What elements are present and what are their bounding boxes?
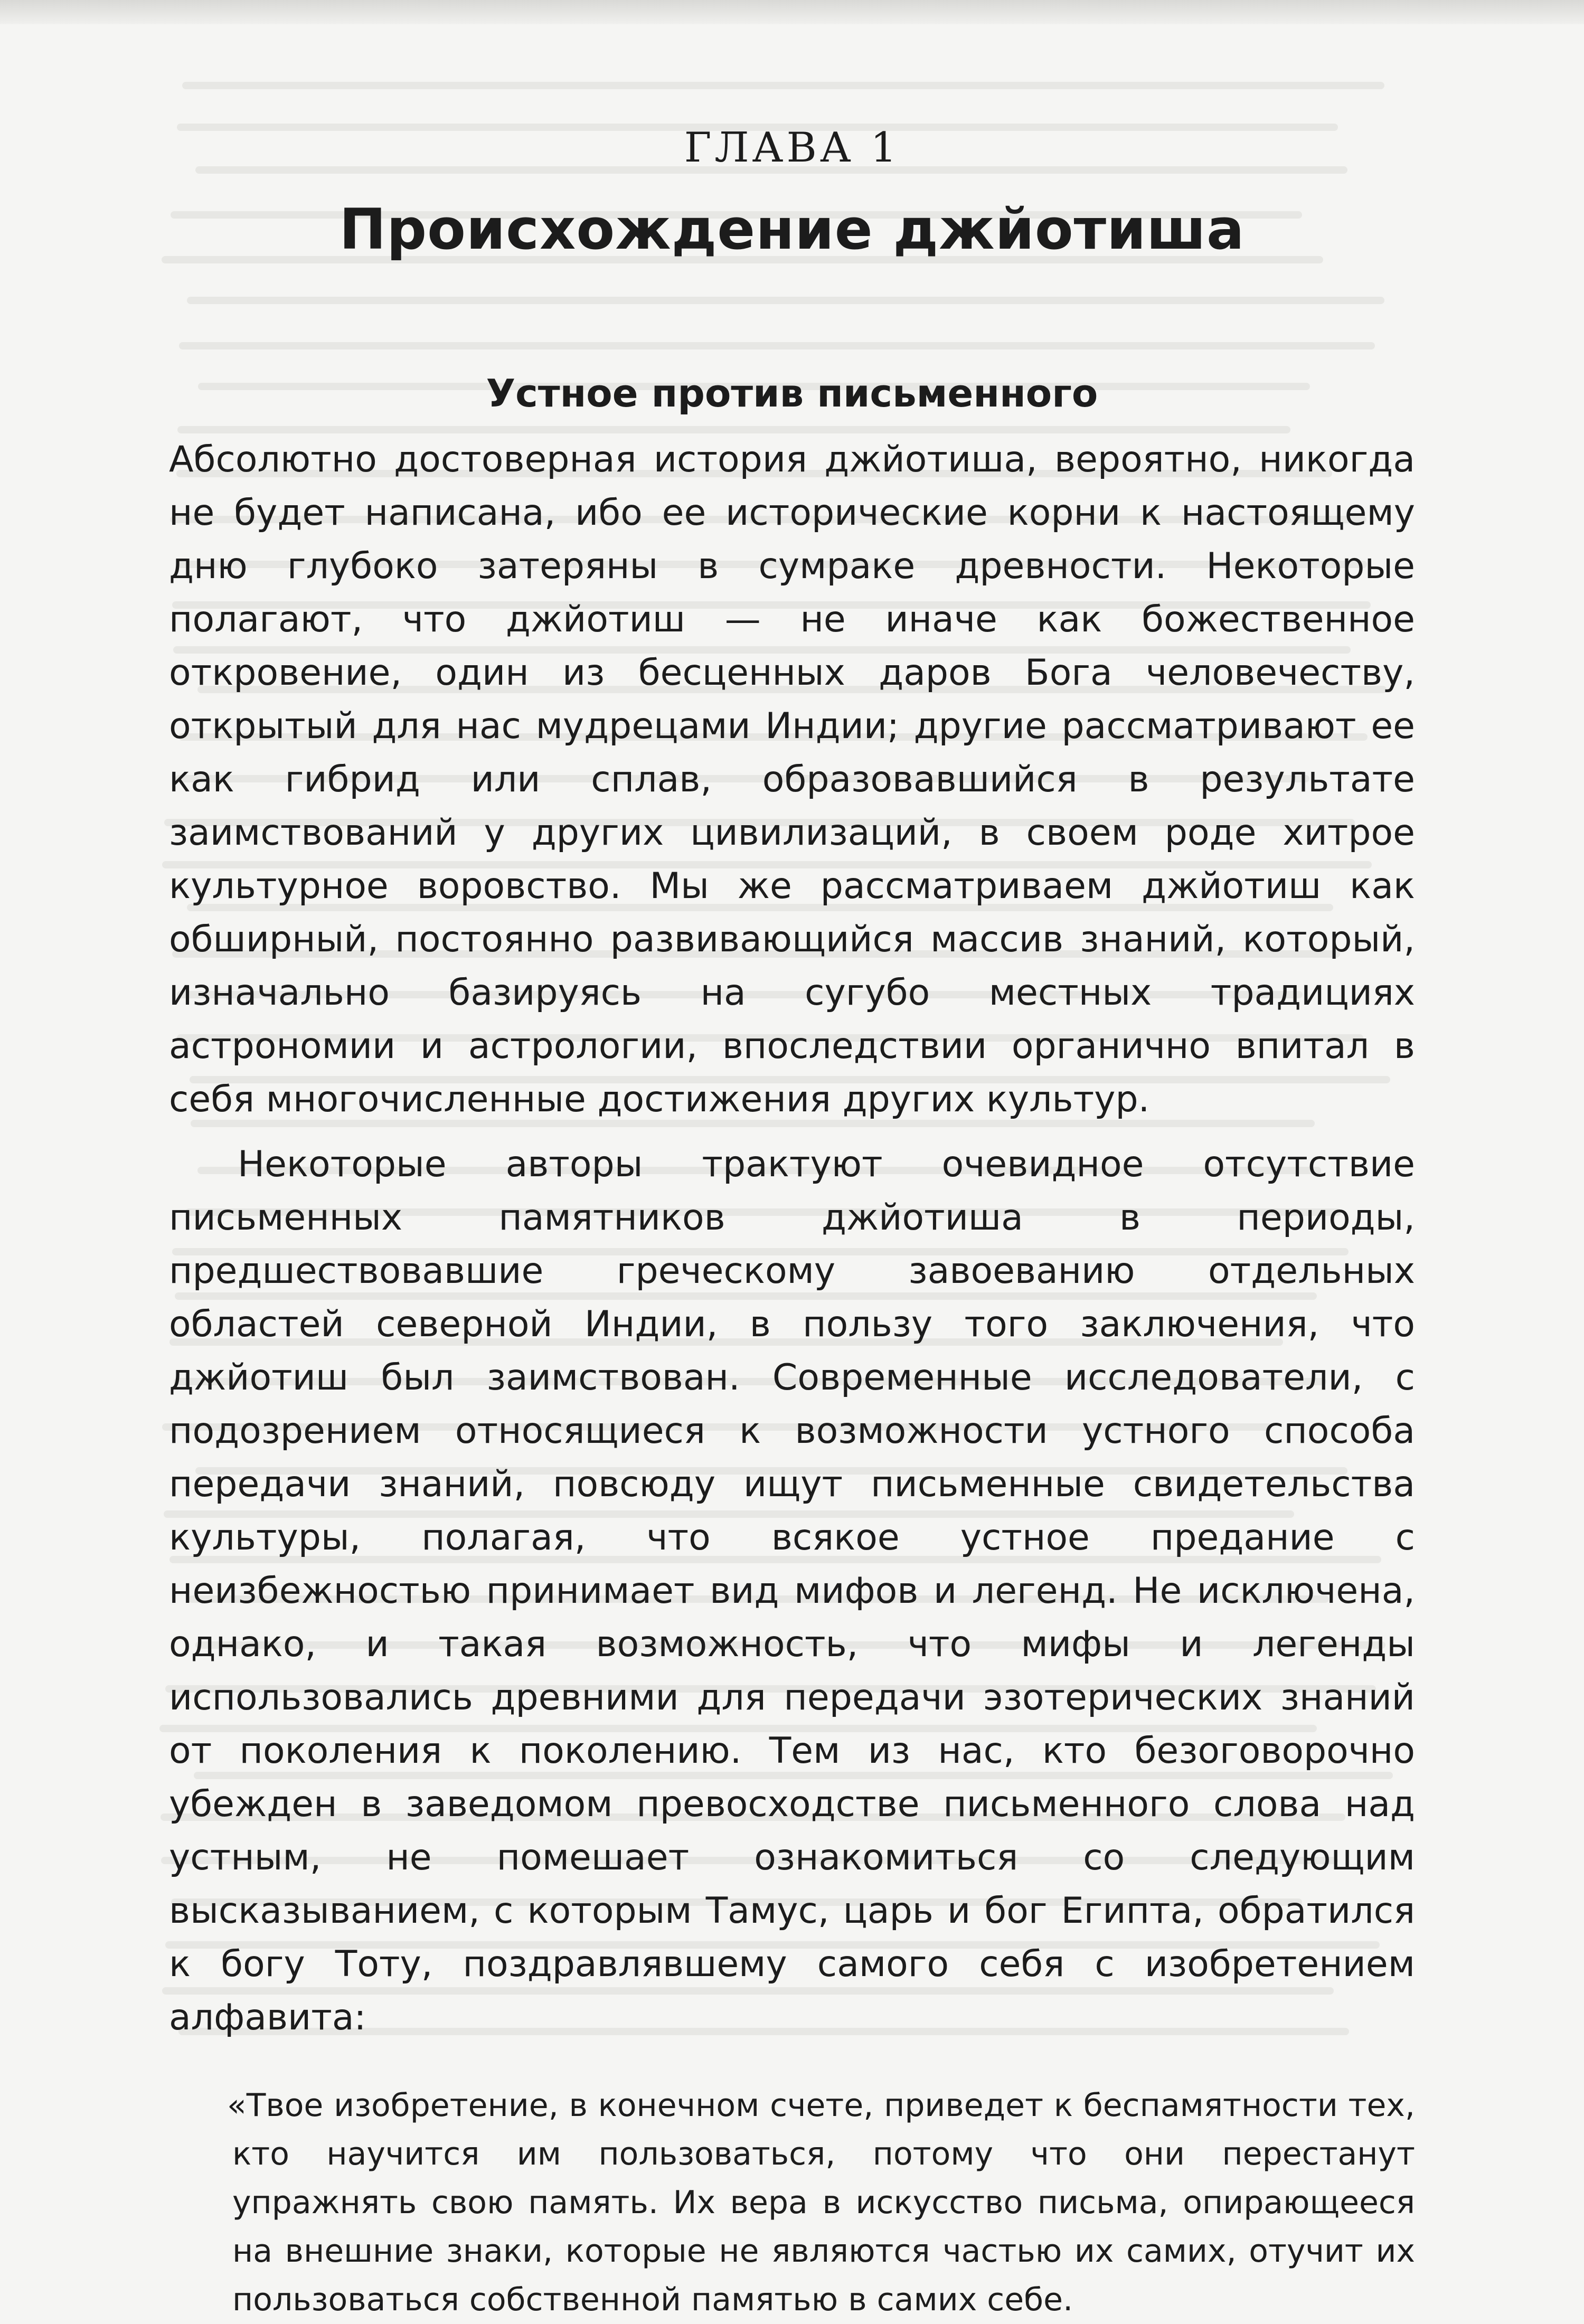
book-page xyxy=(169,121,1415,2324)
section-title: Устное против письменного xyxy=(486,371,1098,415)
block-quote: «Твое изобретение, в конечном счете, приведет к беспамятности тех, кто научится им пользоваться, потому что они перестанут упражнять свою память. Их вера в искусство письма, опирающееся на внешние знаки, которые не являются частью их самих, отучит их пользоваться собственной памятью в самих себе. xyxy=(227,2087,1415,2318)
chapter-label: ГЛАВА 1 xyxy=(684,124,900,172)
paragraph-1: Абсолютно достоверная история джйотиша, вероятно, никогда не будет написана, ибо ее исторические корни к настоящему дню глубоко затеряны в сумраке древности. Некоторые полагают, что джйотиш — не иначе как божественное откровение, один из бесценных даров Бога человечеству, открытый для нас мудрецами Индии; другие рассматривают ее как гибрид или сплав, образовавшийся в результате заимствований у других цивилизаций, в своем роде хитрое культурное воровство. Мы же рассматриваем джйотиш как обширный, постоянно развивающийся массив знаний, который, изначально базируясь на сугубо местных традициях астрономии и астрологии, впоследствии органично впитал в себя многочисленные достижения других культур. xyxy=(169,439,1415,1120)
page-top-edge xyxy=(0,0,1584,24)
chapter-title: Происхождение джйотиша xyxy=(339,197,1245,262)
paragraph-2: Некоторые авторы трактуют очевидное отсутствие письменных памятников джйотиша в периоды, предшествовавшие греческому завоеванию отдельных областей северной Индии, в пользу того заключения, что джйотиш был заимствован. Современные исследователи, с подозрением относящиеся к возможности устного способа передачи знаний, повсюду ищут письменные свидетельства культуры, полагая, что всякое устное предание с неизбежностью принимает вид мифов и легенд. Не исключена, однако, и такая возможность, что мифы и легенды использовались древними для передачи эзотерических знаний от поколения к поколению. Тем из нас, кто безоговорочно убежден в заведомом превосходстве письменного слова над устным, не помешает ознакомиться со следующим высказыванием, с которым Тамус, царь и бог Египта, обратился к богу Тоту, поздравлявшему самого себя с изобретением алфавита: xyxy=(169,1144,1415,2038)
bleed-through-line xyxy=(182,82,1384,89)
